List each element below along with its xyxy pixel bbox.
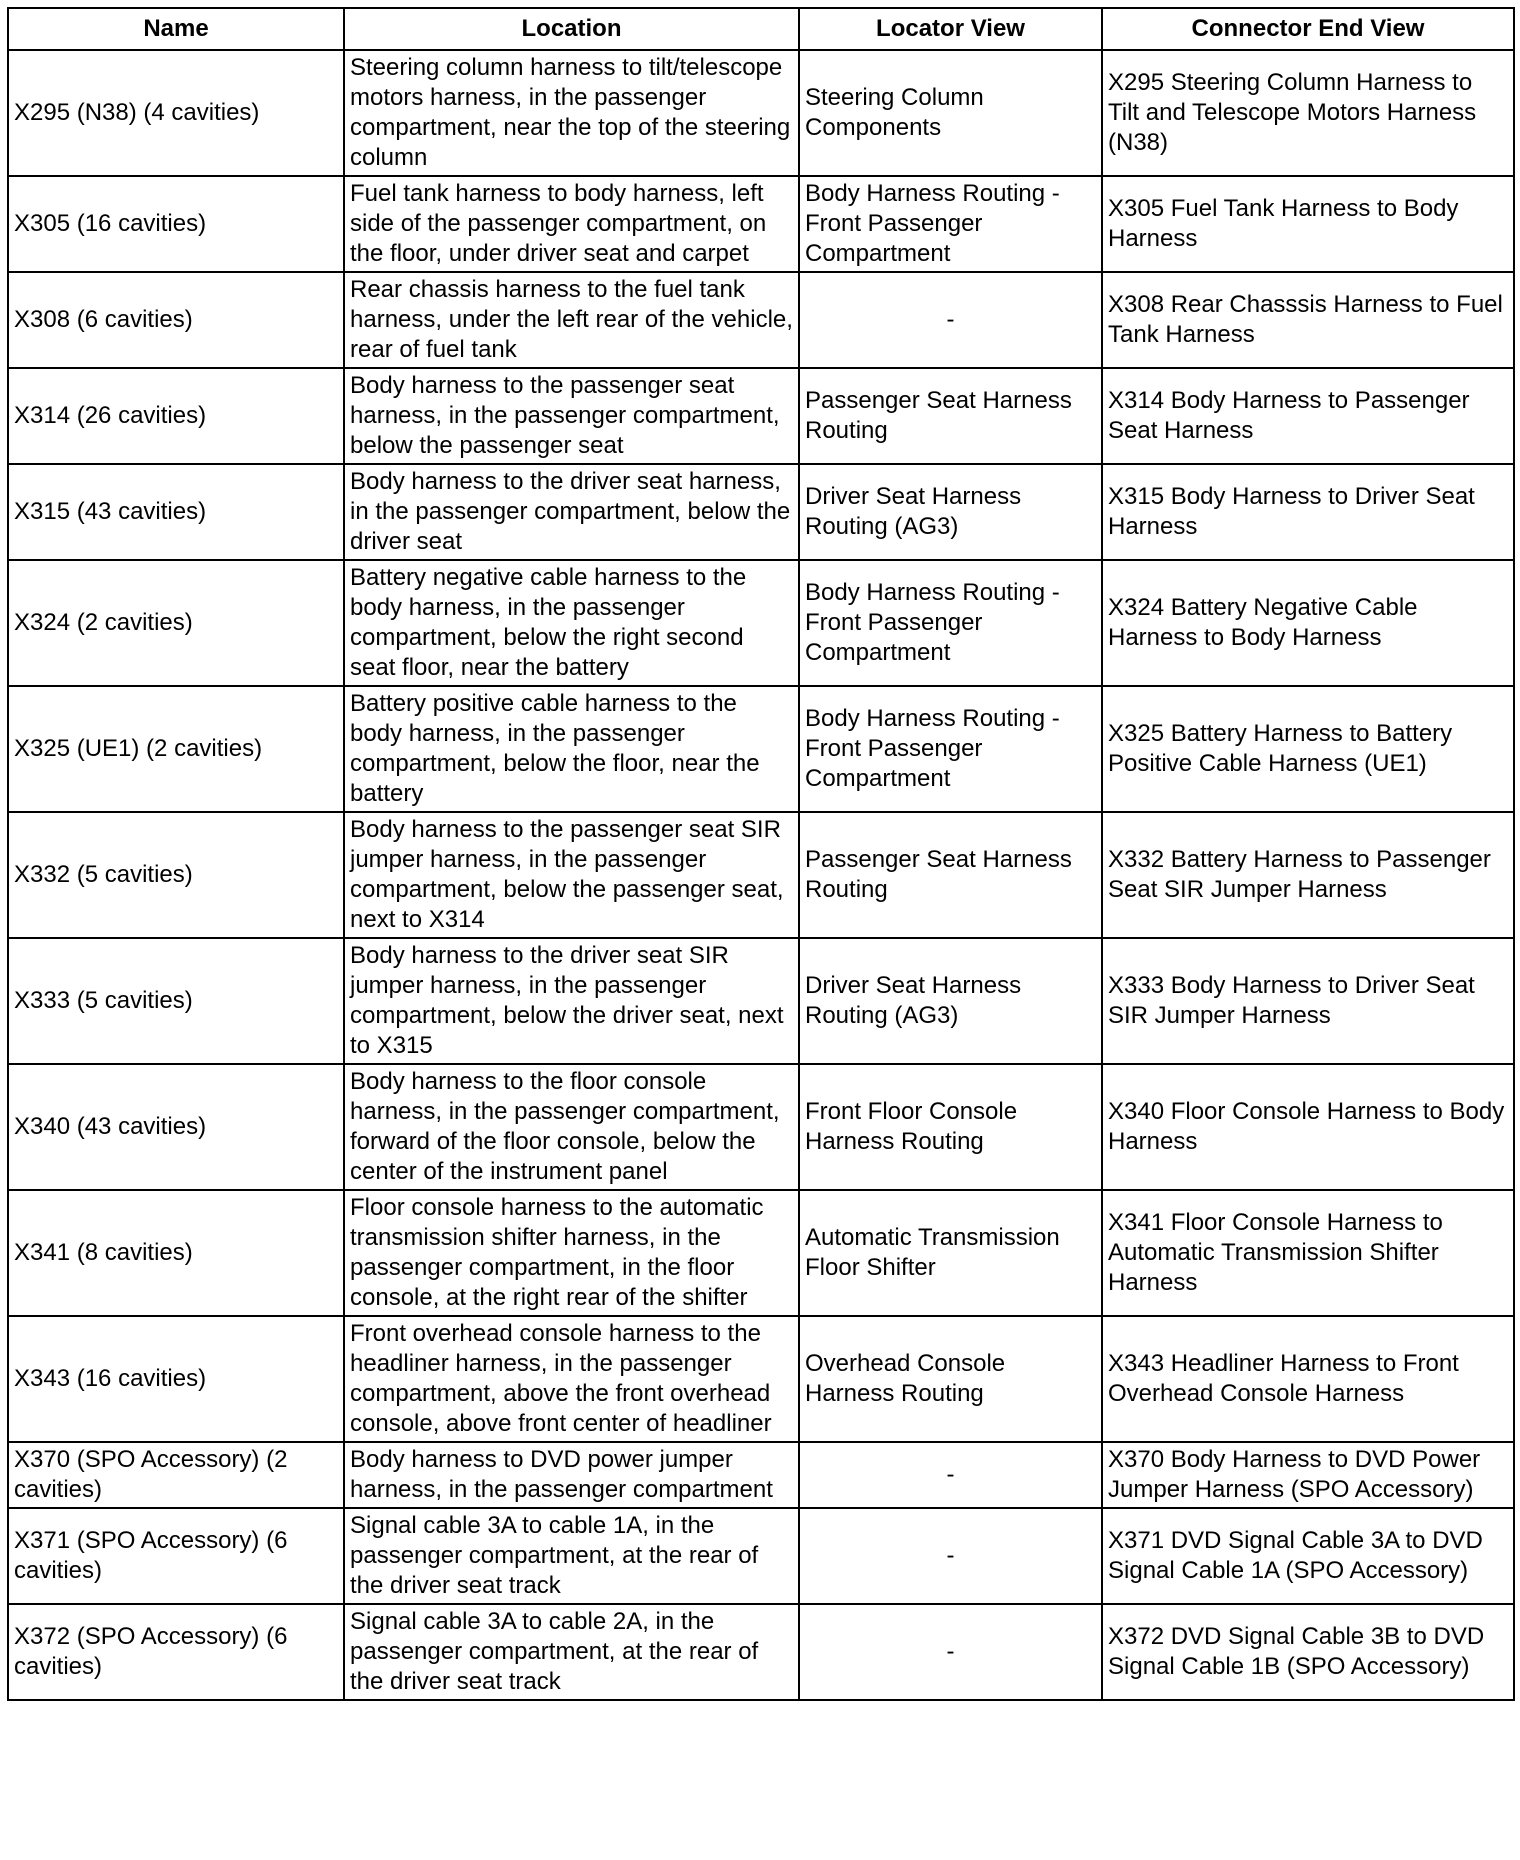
cell-connector-end-view: X305 Fuel Tank Harness to Body Harness [1102, 176, 1514, 272]
header-locator-view: Locator View [799, 8, 1102, 50]
cell-connector-end-view: X295 Steering Column Harness to Tilt and Telescope Motors Harness (N38) [1102, 50, 1514, 176]
cell-name: X295 (N38) (4 cavities) [8, 50, 344, 176]
cell-location: Body harness to the floor console harness, in the passenger compartment, forward of the floor console, below the center of the instrument panel [344, 1064, 799, 1190]
cell-locator-view: - [799, 272, 1102, 368]
cell-connector-end-view: X324 Battery Negative Cable Harness to Body Harness [1102, 560, 1514, 686]
table-row [8, 812, 1514, 938]
cell-locator-view: Body Harness Routing - Front Passenger Compartment [799, 686, 1102, 812]
table-row [8, 368, 1514, 464]
cell-locator-view: Driver Seat Harness Routing (AG3) [799, 938, 1102, 1064]
cell-connector-end-view: X370 Body Harness to DVD Power Jumper Harness (SPO Accessory) [1102, 1442, 1514, 1508]
cell-location: Signal cable 3A to cable 2A, in the passenger compartment, at the rear of the driver seat track [344, 1604, 799, 1700]
cell-connector-end-view: X325 Battery Harness to Battery Positive Cable Harness (UE1) [1102, 686, 1514, 812]
table-row [8, 1316, 1514, 1442]
table-row [8, 1064, 1514, 1190]
table-row [8, 686, 1514, 812]
cell-name: X370 (SPO Accessory) (2 cavities) [8, 1442, 344, 1508]
cell-name: X371 (SPO Accessory) (6 cavities) [8, 1508, 344, 1604]
cell-locator-view: Overhead Console Harness Routing [799, 1316, 1102, 1442]
cell-connector-end-view: X340 Floor Console Harness to Body Harness [1102, 1064, 1514, 1190]
cell-name: X314 (26 cavities) [8, 368, 344, 464]
connector-table [7, 7, 1515, 1701]
cell-locator-view: Steering Column Components [799, 50, 1102, 176]
table-body [8, 50, 1514, 1700]
table-header [8, 8, 1514, 50]
cell-locator-view: Passenger Seat Harness Routing [799, 368, 1102, 464]
table-row [8, 1442, 1514, 1508]
cell-name: X315 (43 cavities) [8, 464, 344, 560]
cell-locator-view: Body Harness Routing - Front Passenger Compartment [799, 176, 1102, 272]
cell-name: X343 (16 cavities) [8, 1316, 344, 1442]
cell-connector-end-view: X314 Body Harness to Passenger Seat Harness [1102, 368, 1514, 464]
cell-connector-end-view: X308 Rear Chasssis Harness to Fuel Tank Harness [1102, 272, 1514, 368]
cell-name: X308 (6 cavities) [8, 272, 344, 368]
cell-location: Steering column harness to tilt/telescope motors harness, in the passenger compartment, near the top of the steering column [344, 50, 799, 176]
cell-name: X372 (SPO Accessory) (6 cavities) [8, 1604, 344, 1700]
table-row [8, 50, 1514, 176]
table-row [8, 272, 1514, 368]
cell-name: X324 (2 cavities) [8, 560, 344, 686]
header-connector-end-view: Connector End View [1102, 8, 1514, 50]
cell-name: X305 (16 cavities) [8, 176, 344, 272]
cell-location: Floor console harness to the automatic transmission shifter harness, in the passenger compartment, in the floor console, at the right rear of the shifter [344, 1190, 799, 1316]
cell-name: X333 (5 cavities) [8, 938, 344, 1064]
cell-connector-end-view: X315 Body Harness to Driver Seat Harness [1102, 464, 1514, 560]
cell-location: Body harness to the passenger seat harness, in the passenger compartment, below the passenger seat [344, 368, 799, 464]
cell-locator-view: Passenger Seat Harness Routing [799, 812, 1102, 938]
header-location: Location [344, 8, 799, 50]
cell-connector-end-view: X343 Headliner Harness to Front Overhead Console Harness [1102, 1316, 1514, 1442]
cell-location: Battery positive cable harness to the body harness, in the passenger compartment, below the floor, near the battery [344, 686, 799, 812]
cell-name: X341 (8 cavities) [8, 1190, 344, 1316]
header-name: Name [8, 8, 344, 50]
cell-name: X340 (43 cavities) [8, 1064, 344, 1190]
connector-table-container [7, 7, 1515, 1701]
cell-locator-view: Driver Seat Harness Routing (AG3) [799, 464, 1102, 560]
cell-connector-end-view: X372 DVD Signal Cable 3B to DVD Signal Cable 1B (SPO Accessory) [1102, 1604, 1514, 1700]
cell-name: X325 (UE1) (2 cavities) [8, 686, 344, 812]
cell-location: Front overhead console harness to the headliner harness, in the passenger compartment, above the front overhead console, above front center of headliner [344, 1316, 799, 1442]
cell-location: Body harness to DVD power jumper harness, in the passenger compartment [344, 1442, 799, 1508]
cell-location: Body harness to the passenger seat SIR jumper harness, in the passenger compartment, below the passenger seat, next to X314 [344, 812, 799, 938]
table-row [8, 1604, 1514, 1700]
cell-locator-view: - [799, 1604, 1102, 1700]
cell-locator-view: Front Floor Console Harness Routing [799, 1064, 1102, 1190]
cell-connector-end-view: X333 Body Harness to Driver Seat SIR Jumper Harness [1102, 938, 1514, 1064]
table-row [8, 464, 1514, 560]
cell-location: Signal cable 3A to cable 1A, in the passenger compartment, at the rear of the driver seat track [344, 1508, 799, 1604]
table-row [8, 560, 1514, 686]
cell-connector-end-view: X341 Floor Console Harness to Automatic Transmission Shifter Harness [1102, 1190, 1514, 1316]
cell-locator-view: - [799, 1508, 1102, 1604]
cell-connector-end-view: X332 Battery Harness to Passenger Seat SIR Jumper Harness [1102, 812, 1514, 938]
cell-location: Rear chassis harness to the fuel tank harness, under the left rear of the vehicle, rear of fuel tank [344, 272, 799, 368]
table-row [8, 176, 1514, 272]
table-row [8, 938, 1514, 1064]
cell-location: Body harness to the driver seat SIR jumper harness, in the passenger compartment, below the driver seat, next to X315 [344, 938, 799, 1064]
cell-connector-end-view: X371 DVD Signal Cable 3A to DVD Signal Cable 1A (SPO Accessory) [1102, 1508, 1514, 1604]
table-row [8, 1190, 1514, 1316]
header-row [8, 8, 1514, 50]
cell-name: X332 (5 cavities) [8, 812, 344, 938]
table-row [8, 1508, 1514, 1604]
cell-locator-view: Body Harness Routing - Front Passenger Compartment [799, 560, 1102, 686]
cell-location: Body harness to the driver seat harness, in the passenger compartment, below the driver seat [344, 464, 799, 560]
cell-location: Battery negative cable harness to the body harness, in the passenger compartment, below the right second seat floor, near the battery [344, 560, 799, 686]
cell-locator-view: Automatic Transmission Floor Shifter [799, 1190, 1102, 1316]
cell-location: Fuel tank harness to body harness, left side of the passenger compartment, on the floor, under driver seat and carpet [344, 176, 799, 272]
cell-locator-view: - [799, 1442, 1102, 1508]
